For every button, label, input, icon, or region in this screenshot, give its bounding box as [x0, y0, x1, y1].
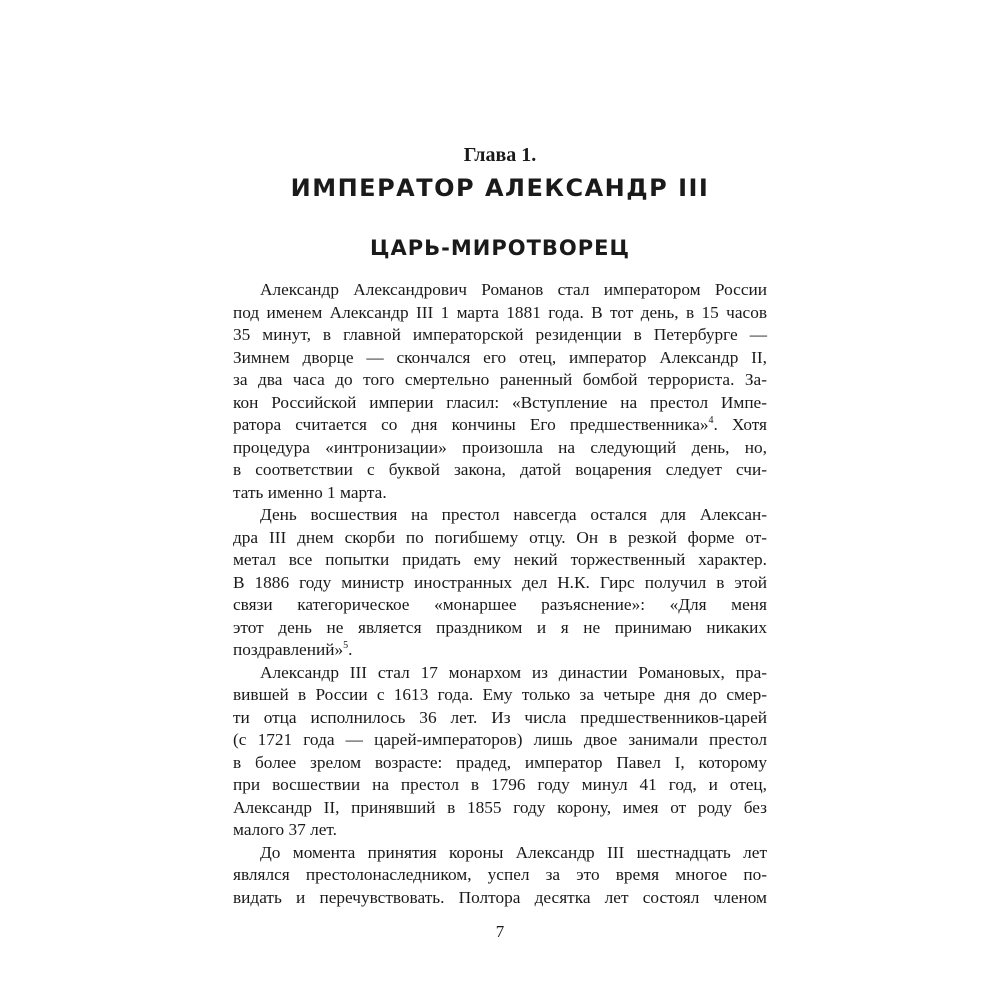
- line-text: ти отца исполнилось 36 лет. Из числа предшественников-царей: [233, 707, 767, 727]
- line-text: Александр II, принявший в 1855 году корону, имея от роду без: [233, 797, 767, 817]
- footnote-ref: 4: [708, 415, 714, 427]
- line-text: малого 37 лет.: [233, 820, 337, 839]
- text-line: [233, 752, 767, 775]
- text-line: [233, 392, 767, 415]
- text-line: [233, 347, 767, 370]
- body-text: [233, 279, 767, 909]
- text-line: [233, 707, 767, 730]
- paragraph: [233, 662, 767, 842]
- section-title: ЦАРЬ-МИРОТВОРЕЦ: [370, 236, 630, 260]
- text-line: [233, 617, 767, 640]
- text-line: [233, 662, 767, 685]
- line-text: День восшествия на престол навсегда остался для Алексан-: [260, 505, 767, 524]
- line-text: . Хотя: [713, 415, 768, 434]
- text-line: [233, 482, 767, 505]
- text-line: [233, 639, 767, 662]
- paragraph: [233, 842, 767, 910]
- text-line: [233, 684, 767, 707]
- line-text: Александр III стал 17 монархом из династии Романовых, пра-: [260, 662, 767, 682]
- line-text: этот день не является праздником и я не принимаю никаких: [233, 617, 767, 637]
- text-line: [233, 527, 767, 550]
- text-line: [233, 369, 767, 392]
- chapter-label: Глава 1.: [463, 144, 537, 166]
- paragraph: [233, 504, 767, 662]
- text-line: [233, 864, 767, 887]
- line-text: дра III днем скорби по погибшему отцу. Он в резкой форме от-: [233, 527, 767, 547]
- line-text: кон Российской империи гласил: «Вступление на престол Импе-: [233, 392, 767, 412]
- line-text: при восшествии на престол в 1796 году минул 41 год, и отец,: [233, 775, 767, 794]
- line-text: тать именно 1 марта.: [233, 482, 387, 502]
- line-text: под именем Александр III 1 марта 1881 года. В тот день, в 15 часов: [233, 302, 767, 322]
- text-line: [233, 819, 767, 842]
- line-text: 35 минут, в главной императорской резиденции в Петербурге —: [233, 325, 767, 344]
- line-text: поздравлений»: [233, 640, 344, 659]
- line-text: В 1886 году министр иностранных дел Н.К. Гирс получил в этой: [233, 572, 767, 592]
- footnote-ref: 5: [343, 640, 349, 652]
- line-text: (с 1721 года — царей-императоров) лишь двое занимали престол: [233, 730, 767, 749]
- line-text: являлся престолонаследником, успел за это время многое по-: [233, 865, 767, 884]
- line-text: До момента принятия короны Александр III шестнадцать лет: [260, 842, 767, 862]
- text-line: [233, 414, 767, 437]
- text-line: [233, 887, 767, 910]
- text-line: [233, 324, 767, 347]
- text-line: [233, 459, 767, 482]
- line-text: вившей в России с 1613 года. Ему только за четыре дня до смер-: [233, 685, 767, 704]
- line-text: метал все попытки придать ему некий торжественный характер.: [233, 550, 767, 569]
- text-line: [233, 549, 767, 572]
- line-text: связи категорическое «монаршее разъяснение»: «Для меня: [233, 595, 767, 614]
- line-text: в более зрелом возрасте: прадед, император Павел I, которому: [233, 752, 767, 772]
- line-text: Александр Александрович Романов стал императором России: [260, 280, 767, 299]
- line-text: Зимнем дворце — скончался его отец, император Александр II,: [233, 347, 767, 367]
- text-line: [233, 302, 767, 325]
- text-line: [233, 729, 767, 752]
- text-line: [233, 594, 767, 617]
- chapter-title: ИМПЕРАТОР АЛЕКСАНДР III: [290, 174, 710, 202]
- line-text: процедура «интронизации» произошла на следующий день, но,: [233, 437, 767, 457]
- line-text: видать и перечувствовать. Полтора десятка лет состоял членом: [233, 887, 767, 907]
- paragraph: [233, 279, 767, 504]
- text-line: [233, 774, 767, 797]
- line-text: в соответствии с буквой закона, датой воцарения следует счи-: [233, 460, 767, 479]
- line-text: ратора считается со дня кончины Его предшественника»: [233, 415, 709, 434]
- text-line: [233, 504, 767, 527]
- text-line: [233, 572, 767, 595]
- text-line: [233, 797, 767, 820]
- text-line: [233, 437, 767, 460]
- page-number: 7: [495, 922, 505, 941]
- text-line: [233, 279, 767, 302]
- text-line: [233, 842, 767, 865]
- line-text: .: [348, 640, 353, 659]
- line-text: за два часа до того смертельно раненный бомбой террориста. За-: [233, 370, 767, 389]
